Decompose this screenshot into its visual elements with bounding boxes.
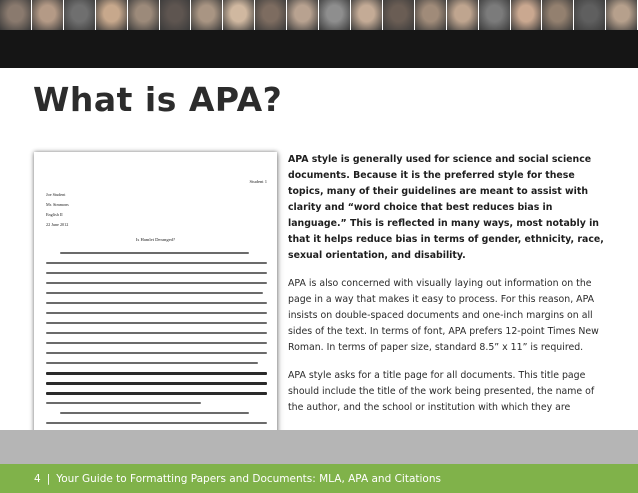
header-photo	[191, 0, 223, 30]
portrait-photo-icon	[479, 0, 510, 30]
sample-text-line	[46, 298, 267, 308]
sample-text-line	[46, 388, 267, 398]
header-photo	[574, 0, 606, 30]
header-photo-strip	[0, 0, 638, 30]
portrait-photo-icon	[574, 0, 605, 30]
header-photo	[479, 0, 511, 30]
portrait-photo-icon	[160, 0, 191, 30]
header-photo	[415, 0, 447, 30]
sample-text-line	[46, 338, 267, 348]
body-text-column	[288, 152, 610, 428]
body-paragraph-1: APA style is generally used for science and social science documents. Because it is the preferred style for these topics, many of their guidelines are meant to assist with clarity and “word choice that best reduces bias in language.” This is reflected in many ways, most notably in that it helps reduce bias in terms of gender, ethnicity, race, sexual orientation, and disability.	[288, 154, 604, 261]
header-photo	[96, 0, 128, 30]
sample-paper-title: Is Hamlet Deranged?	[135, 237, 176, 242]
portrait-photo-icon	[223, 0, 254, 30]
sample-meta-line: Mr. Simmons	[46, 202, 69, 207]
sample-text-line	[46, 368, 267, 378]
portrait-photo-icon	[351, 0, 382, 30]
sample-text-line	[46, 258, 267, 268]
header-photo	[64, 0, 96, 30]
portrait-photo-icon	[191, 0, 222, 30]
header-photo	[32, 0, 64, 30]
portrait-photo-icon	[319, 0, 350, 30]
header-photo	[160, 0, 192, 30]
footer-page-number: 4	[34, 472, 41, 485]
portrait-photo-icon	[415, 0, 446, 30]
sample-text-line	[46, 418, 267, 428]
portrait-photo-icon	[542, 0, 573, 30]
sample-paper-image	[34, 152, 277, 453]
sample-meta-line: English II	[46, 212, 63, 217]
header-photo	[511, 0, 543, 30]
portrait-photo-icon	[447, 0, 478, 30]
header-black-band	[0, 30, 638, 68]
header-photo	[287, 0, 319, 30]
portrait-photo-icon	[32, 0, 63, 30]
sample-text-line	[46, 328, 267, 338]
portrait-photo-icon	[383, 0, 414, 30]
portrait-photo-icon	[64, 0, 95, 30]
sample-text-line	[46, 398, 267, 408]
portrait-photo-icon	[287, 0, 318, 30]
sample-paper-body	[46, 248, 267, 453]
portrait-photo-icon	[0, 0, 31, 30]
sample-text-line	[46, 378, 267, 388]
portrait-photo-icon	[96, 0, 127, 30]
footer-guide-title: Your Guide to Formatting Papers and Documents: MLA, APA and Citations	[56, 472, 441, 485]
page-title: What is APA?	[33, 80, 283, 119]
footer-bar	[0, 464, 638, 493]
sample-text-line	[46, 408, 267, 418]
header-photo	[223, 0, 255, 30]
header-photo	[0, 0, 32, 30]
sample-meta-line: Joe Student	[46, 192, 66, 197]
sample-text-line	[46, 348, 267, 358]
sample-text-line	[46, 248, 267, 258]
header-photo	[542, 0, 574, 30]
header-photo	[606, 0, 638, 30]
sample-text-line	[46, 318, 267, 328]
sample-text-line	[46, 268, 267, 278]
sample-text-line	[46, 308, 267, 318]
sample-text-line	[46, 288, 267, 298]
portrait-photo-icon	[511, 0, 542, 30]
body-paragraph-2: APA is also concerned with visually laying out information on the page in a way that makes it easy to process. For this reason, APA insists on double-spaced documents and one-inch margins on all sides of the text. In terms of font, APA prefers 12-point Times New Roman. In terms of paper size, standard 8.5” x 11” is required.	[288, 278, 599, 353]
portrait-photo-icon	[255, 0, 286, 30]
sample-text-line	[46, 278, 267, 288]
footer-separator: |	[46, 472, 51, 485]
sample-meta-block	[46, 190, 69, 230]
header-photo	[255, 0, 287, 30]
header-photo	[351, 0, 383, 30]
sample-text-line	[46, 358, 267, 368]
header-photo	[447, 0, 479, 30]
header-photo	[319, 0, 351, 30]
portrait-photo-icon	[606, 0, 637, 30]
sample-meta-line: 22 June 2012	[46, 222, 69, 227]
header-photo	[128, 0, 160, 30]
sample-running-head: Student 1	[249, 179, 267, 184]
body-paragraph-3: APA style asks for a title page for all documents. This title page should include the title of the work being presented, the name of the author, and the school or institution with which they are	[288, 370, 595, 413]
footer-gray-band	[0, 430, 638, 464]
portrait-photo-icon	[128, 0, 159, 30]
header-photo	[383, 0, 415, 30]
